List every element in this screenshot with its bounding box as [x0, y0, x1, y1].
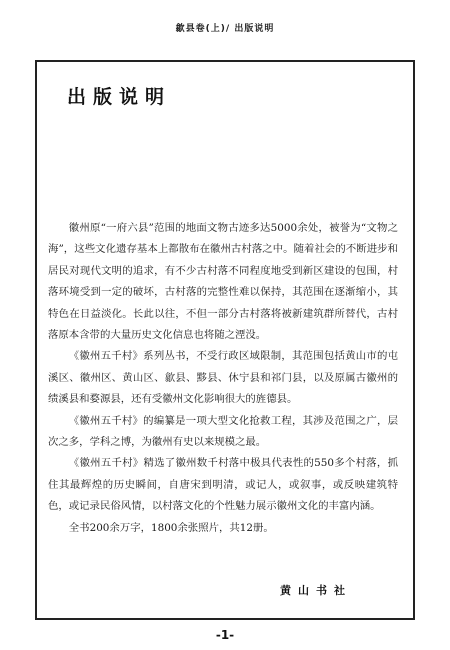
paragraph: 全书200余万字，1800余张照片，共12册。 — [68, 521, 274, 534]
publisher-signature: 黄山书社 — [280, 584, 352, 597]
running-header: 歙县卷(上)/ 出版说明 — [175, 24, 275, 34]
page-number: -1- — [215, 628, 235, 642]
body-text — [48, 218, 398, 539]
paragraph: 《徽州五千村》的编纂是一项大型文化抢救工程，其涉及范围之广，层次之多，学科之博，为徽州有史以来规模之最。 — [48, 414, 398, 449]
page-title: 出版说明 — [67, 86, 172, 108]
paragraph: 徽州原“一府六县”范围的地面文物古迹多达5000余处，被誉为“文物之海”，这些文化遗存基本上都散布在徽州古村落之中。随着社会的不断进步和居民对现代文明的追求，有不少古村落不同程度地受到新区建设的包围，村落环境受到一定的破坏，古村落的完整性难以保持，其范围在逐渐缩小，其特色在日益淡化。长此以往，不但一部分古村落将被新建筑群所替代，古村落原本含带的大量历史文化信息也将随之湮没。 — [48, 222, 398, 342]
paragraph: 《徽州五千村》精选了徽州数千村落中极具代表性的550多个村落，抓住其最辉煌的历史瞬间，自唐宋到明清，或记人，或叙事，或反映建筑特色，或记录民俗风情，以村落文化的个性魅力展示徽州文化的丰富内涵。 — [48, 457, 398, 513]
paragraph: 《徽州五千村》系列丛书，不受行政区域限制，其范围包括黄山市的屯溪区、徽州区、黄山区、歙县、黟县、休宁县和祁门县，以及原属古徽州的绩溪县和婺源县，还有受徽州文化影响很大的旌德县。 — [48, 350, 398, 406]
